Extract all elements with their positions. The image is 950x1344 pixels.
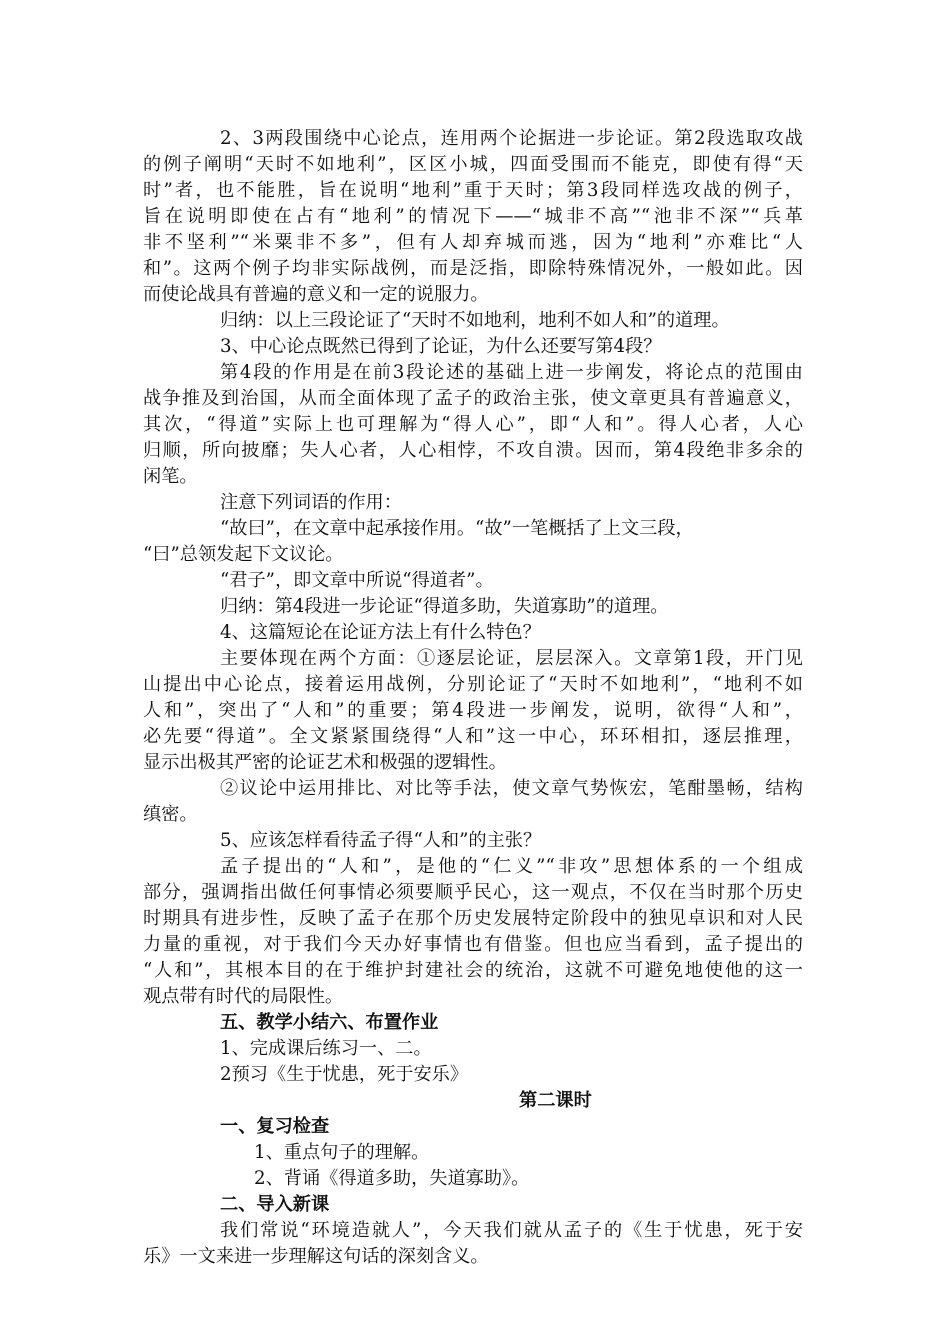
paragraph-line: 归顺，所向披靡；失人心者，人心相悖，不攻自溃。因而，第4段绝非多余的: [143, 440, 803, 461]
paragraph-line: 非不坚利”“米粟非不多”，但有人却弃城而逃，因为“地利”亦难比“人: [143, 232, 803, 253]
paragraph-line: 我们常说“环境造就人”，今天我们就从孟子的《生于忧患，死于安: [220, 1220, 803, 1241]
question-heading: 5、应该怎样看待孟子得“人和”的主张？: [220, 830, 542, 851]
paragraph-line: 闲笔。: [143, 466, 198, 487]
paragraph-line: 力量的重视，对于我们今天办好事情也有借鉴。但也应当看到，孟子提出的: [143, 934, 803, 955]
paragraph-line: 山提出中心论点，接着运用战例，分别论证了“天时不如地利”，“地利不如: [143, 674, 803, 695]
paragraph-line: 观点带有时代的局限性。: [143, 986, 344, 1007]
list-item: 2预习《生于忧患，死于安乐》: [220, 1064, 469, 1085]
paragraph-line: 时”者，也不能胜，旨在说明“地利”重于天时；第3段同样选攻战的例子，: [143, 180, 803, 201]
paragraph-line: 部分，强调指出做任何事情必须要顺乎民心，这一观点，不仅在当时那个历史: [143, 882, 803, 903]
paragraph-line: 和”。这两个例子均非实际战例，而是泛指，即除特殊情况外，一般如此。因: [143, 258, 803, 279]
paragraph-line: 而使论战具有普遍的意义和一定的说服力。: [143, 284, 489, 305]
paragraph-line: 的例子阐明“天时不如地利”，区区小城，四面受围而不能克，即使有得“天: [143, 154, 803, 175]
summary-line: 归纳：第4段进一步论证“得道多助，失道寡助”的道理。: [220, 596, 669, 617]
paragraph-line: 注意下列词语的作用：: [220, 492, 402, 513]
paragraph-line: 缜密。: [143, 804, 198, 825]
paragraph-line: 旨在说明即使在占有“地利”的情况下——“城非不高”“池非不深”“兵革: [143, 206, 803, 227]
paragraph-line: 主要体现在两个方面：①逐层论证，层层深入。文章第1段，开门见: [220, 648, 803, 669]
paragraph-line: 显示出极其严密的论证艺术和极强的逻辑性。: [143, 752, 507, 773]
paragraph-line: “曰”总领发起下文议论。: [143, 544, 344, 565]
paragraph-line: 孟子提出的“人和”，是他的“仁义”“非攻”思想体系的一个组成: [220, 856, 803, 877]
paragraph-line: 战争推及到治国，从而全面体现了孟子的政治主张，使文章更具有普遍意义，: [143, 388, 803, 409]
paragraph-line: “君子”，即文章中所说“得道者”。: [220, 570, 494, 591]
question-heading: 3、中心论点既然已得到了论证，为什么还要写第4段？: [220, 336, 662, 357]
summary-line: 归纳：以上三段论证了“天时不如地利，地利不如人和”的道理。: [220, 310, 730, 331]
paragraph-line: 必先要“得道”。全文紧紧围绕得“人和”这一中心，环环相扣，逐层推理，: [143, 726, 803, 747]
paragraph-line: “故曰”，在文章中起承接作用。“故”一笔概括了上文三段，: [220, 518, 694, 539]
question-heading: 4、这篇短论在论证方法上有什么特色？: [220, 622, 541, 643]
paragraph-line: 其次，“得道”实际上也可理解为“得人心”，即“人和”。得人心者，人心: [143, 414, 803, 435]
paragraph-line: 时期具有进步性，反映了孟子在那个历史发展特定阶段中的独见卓识和对人民: [143, 908, 803, 929]
section-heading: 二、导入新课: [220, 1194, 330, 1215]
paragraph-line: “人和”，其根本目的在于维护封建社会的统治，这就不可避免地使他的这一: [143, 960, 803, 981]
lesson-title: 第二课时: [519, 1090, 592, 1111]
section-heading: 五、教学小结六、布置作业: [220, 1012, 439, 1033]
list-item: 1、重点句子的理解。: [254, 1142, 430, 1163]
paragraph-line: 第4段的作用是在前3段论述的基础上进一步阐发，将论点的范围由: [220, 362, 803, 383]
paragraph-line: 2、3两段围绕中心论点，连用两个论据进一步论证。第2段选取攻战: [220, 128, 803, 149]
paragraph-line: 人和”，突出了“人和”的重要；第4段进一步阐发，说明，欲得“人和”，: [143, 700, 803, 721]
section-heading: 一、复习检查: [220, 1116, 330, 1137]
paragraph-line: ②议论中运用排比、对比等手法，使文章气势恢宏，笔酣墨畅，结构: [220, 778, 803, 799]
paragraph-line: 乐》一文来进一步理解这句话的深刻含义。: [143, 1246, 489, 1267]
list-item: 2、背诵《得道多助，失道寡助》。: [254, 1168, 530, 1189]
list-item: 1、完成课后练习一、二。: [220, 1038, 432, 1059]
